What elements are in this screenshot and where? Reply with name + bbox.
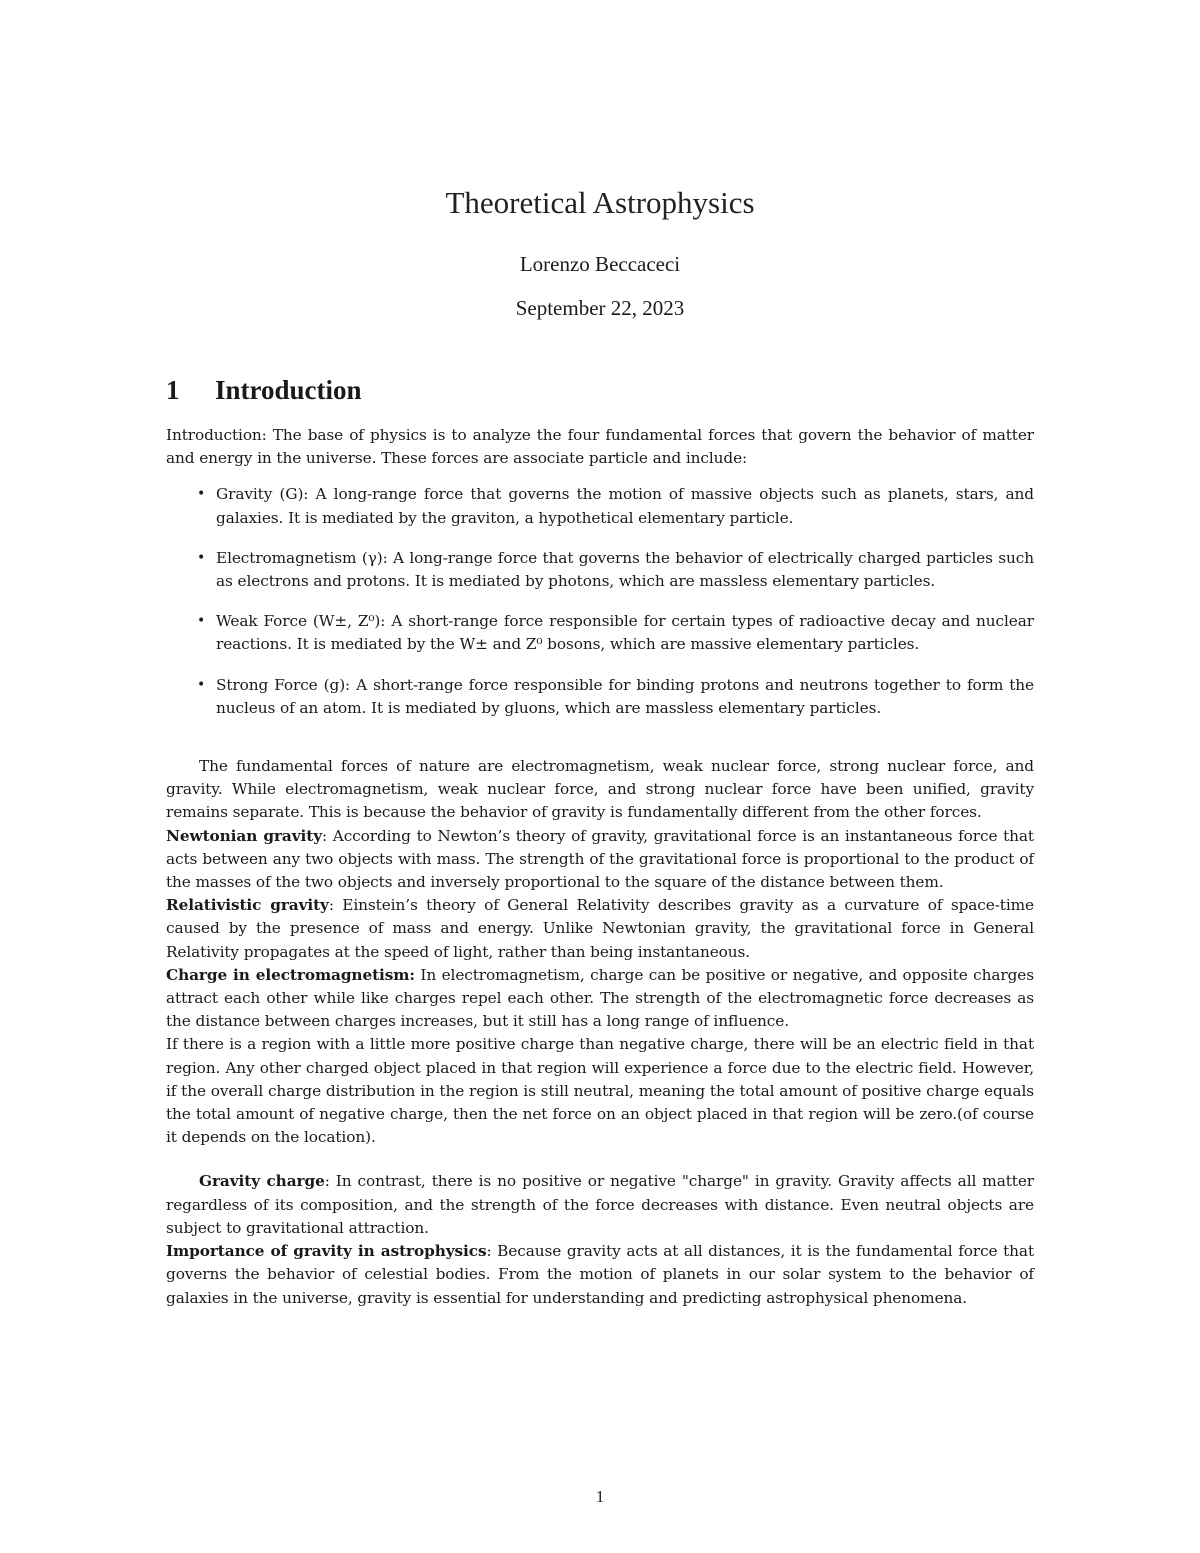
- newtonian-paragraph: [166, 825, 1034, 895]
- intro-paragraph: Introduction: The base of physics is to analyze the four fundamental forces that govern the behavior of matter and energy in the universe. These forces are associate particle and include:: [166, 426, 1034, 468]
- page-number: 1: [595, 1487, 605, 1506]
- gravity-charge-text: : In contrast, there is no positive or negative "charge" in gravity. Gravity affects all matter regardless of its composition, and the strength of the force decreases with distance. Even neutral objects are subject to gravitational attraction.: [166, 1172, 1034, 1237]
- force-electromagnetism: Electromagnetism (γ): A long-range force that governs the behavior of electrically charged particles such as electrons and protons. It is mediated by photons, which are massless elementary particles.: [216, 548, 1034, 591]
- force-weak: Weak Force (W±, Z⁰): A short-range force responsible for certain types of radioactive decay and nuclear reactions. It is mediated by the W± and Z⁰ bosons, which are massive elementary particles.: [216, 612, 1034, 654]
- section-number: 1: [166, 375, 180, 405]
- force-gravity: Gravity (G): A long-range force that governs the motion of massive objects such as planets, stars, and galaxies. It is mediated by the graviton, a hypothetical elementary particle.: [216, 485, 1034, 527]
- list-item: [166, 547, 1034, 593]
- importance-paragraph: [166, 1240, 1034, 1310]
- fundamental-paragraph: The fundamental forces of nature are electromagnetism, weak nuclear force, strong nuclear force, and gravity. While electromagnetism, weak nuclear force, and strong nuclear force have been unified, gravity remains separate. This is because the behavior of gravity is fundamentally different from the other forces.: [166, 757, 1034, 822]
- list-item: [166, 483, 1034, 529]
- gravity-charge-paragraph: [166, 1170, 1034, 1240]
- paper-title: Theoretical Astrophysics: [445, 185, 755, 220]
- section-heading: [166, 372, 1036, 408]
- author-name: Lorenzo Beccaceci: [519, 252, 681, 276]
- bullet-icon: •: [197, 613, 206, 630]
- newtonian-text: : According to Newton’s theory of gravity, gravitational force is an instantaneous force that acts between any two objects with mass. The strength of the gravitational force is proportional to the product of the masses of the two objects and inversely proportional to the square of the distance between them.: [166, 826, 1034, 892]
- section-title: Introduction: [215, 375, 362, 405]
- newtonian-label: Newtonian gravity: [166, 826, 322, 845]
- relativistic-paragraph: [166, 894, 1034, 964]
- relativistic-label: Relativistic gravity: [166, 896, 329, 915]
- bullet-icon: •: [197, 676, 206, 693]
- charge-paragraph: [166, 964, 1034, 1034]
- bullet-icon: •: [197, 486, 206, 503]
- force-strong: Strong Force (g): A short-range force responsible for binding protons and neutrons together to form the nucleus of an atom. It is mediated by gluons, which are massless elementary particles.: [216, 675, 1034, 717]
- charge-text: In electromagnetism, charge can be positive or negative, and opposite charges attract each other while like charges repel each other. The strength of the electromagnetic force decreases as the distance between charges increases, but it still has a long range of influence.: [166, 965, 1034, 1031]
- section-body: [166, 424, 1034, 1310]
- list-item: [166, 674, 1034, 720]
- paper-date: September 22, 2023: [515, 296, 685, 320]
- list-item: [166, 610, 1034, 656]
- bullet-icon: •: [197, 549, 206, 566]
- charge-label: Charge in electromagnetism:: [166, 965, 415, 984]
- forces-list: [166, 483, 1034, 720]
- importance-text: : Because gravity acts at all distances, it is the fundamental force that governs the behavior of celestial bodies. From the motion of planets in our solar system to the behavior of galaxies in the universe, gravity is essential for understanding and predicting astrophysical phenomena.: [166, 1242, 1035, 1307]
- relativistic-text: : Einstein’s theory of General Relativity describes gravity as a curvature of space-time caused by the presence of mass and energy. Unlike Newtonian gravity, the gravitational force in General Relativity propagates at the speed of light, rather than being instantaneous.: [166, 896, 1034, 961]
- gravity-charge-label: Gravity charge: [199, 1172, 325, 1191]
- importance-label: Importance of gravity in astrophysics: [166, 1242, 487, 1261]
- region-paragraph: If there is a region with a little more positive charge than negative charge, there will be an electric field in that region. Any other charged object placed in that region will experience a force due to the electric field. However, if the overall charge distribution in the region is still neutral, meaning the total amount of positive charge equals the total amount of negative charge, then the net force on an object placed in that region will be zero.(of course it depends on the location).: [166, 1035, 1034, 1147]
